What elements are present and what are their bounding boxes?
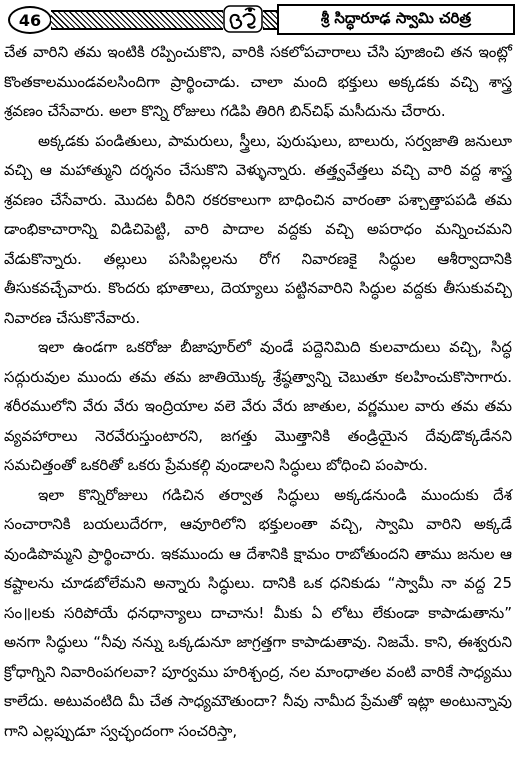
header-hatch-right (263, 10, 277, 30)
paragraph: చేత వారిని తమ ఇంటికి రప్పించుకొని, వారికి సకలోపచారాలు చేసి పూజించి తన ఇంట్లో కొంతకాలముండవలసిందిగా ప్రార్థించాడు. చాలా మంది భక్తులు అక్కడకు వచ్చి శాస్త్ర శ్రవణం చేసేవారు. అలా కొన్ని రోజులు గడిపి తిరిగి బిన్‌చిఫ్ మసీదును చేరారు. (4, 43, 512, 120)
om-icon (223, 4, 263, 34)
page-title: శ్రీ సిద్ధారూఢ స్వామి చరిత్ర (277, 4, 515, 35)
header-hatch-left (51, 10, 223, 30)
body-text (4, 38, 512, 746)
paragraph: ఇలా కొన్నిరోజులు గడిచిన తర్వాత సిద్ధులు అక్కడనుండి ముందుకు దేశ సంచారానికి బయలుదేరగా, ఆవూరిలోని భక్తులంతా వచ్చి, స్వామి వారిని అక్కడే వుండిపొమ్మని ప్రార్థించారు. ఇకముందు ఆ దేశానికి క్షామం రాబోతుందని తాము జనుల ఆ కష్టాలను చూడబోలేమని అన్నారు సిద్ధులు. దానికి ఒక ధనికుడు “స్వామీ నా వద్ద 25 సం॥లకు సరిపోయే ధనధాన్యాలు దాచాను! మీకు ఏ లోటు లేకుండా కాపాడుతాను” అనగా సిద్ధులు “నీవు నన్ను ఒక్కడునూ జాగ్రత్తగా కాపాడుతావు. నిజమే. కాని, ఈశ్వరుని క్రోధాగ్నిని నివారింపగలవా? పూర్వము హరిశ్చంద్ర, నల మాంధాతల వంటి వారికే సాధ్యము కాలేదు. అటువంటిది మీ చేత సాధ్యమౌతుందా? నీవు నామీద ప్రేమతో ఇట్లా అంటున్నావు గాని ఎల్లప్పుడూ స్వచ్ఛందంగా సంచరిస్తా, (4, 485, 512, 740)
paragraph: ఇలా ఉండగా ఒకరోజు బీజాపూర్‌లో వుండే పద్దెనిమిది కులవాదులు వచ్చి, సిద్ధ సద్గురువుల ముందు తమ తమ జాతియొక్క శ్రేష్ఠత్వాన్ని చెబుతూ కలహించుకొసాగారు. శరీరములోని వేరు వేరు ఇంద్రియాల వలె వేరు వేరు జాతుల, వర్ణముల వారు తమ తమ వ్యవహారాలు నెరవేరుస్తుంటారని, జగత్తు మొత్తానికి తండ్రియైన దేవుడొక్కడేనని సమచిత్తంతో ఒకరితో ఒకరు ప్రేమకల్గి వుండాలని సిద్ధులు బోధించి పంపారు. (4, 338, 512, 474)
paragraph: అక్కడకు పండితులు, పామరులు, స్త్రీలు, పురుషులు, బాలురు, సర్వజాతి జనులూ వచ్చి ఆ మహాత్ముని దర్శనం చేసుకొని వెళ్ళున్నారు. తత్త్వవేత్తలు వచ్చి వారి వద్ద శాస్త్ర శ్రవణం చేసేవారు. మొదట వీరిని రకరకాలుగా బాధించిన వారంతా పశ్చాత్తాపపడి తమ డాంభికాచారాన్ని విడిచిపెట్టి, వారి పాదాల వద్దకు వచ్చి అపరాధం మన్నించమని వేడుకొన్నారు. తల్లులు పసిపిల్లలను రోగ నివారణకై సిద్ధుల ఆశీర్వాదానికి తీసుకవచ్చేవారు. కొందరు భూతాలు, దెయ్యాలు పట్టినవారిని సిద్ధుల వద్దకు తీసుకువచ్చి నివారణ చేసుకొనేవారు. (4, 131, 512, 327)
page-number: 46 (8, 6, 52, 34)
page-header (5, 4, 515, 34)
